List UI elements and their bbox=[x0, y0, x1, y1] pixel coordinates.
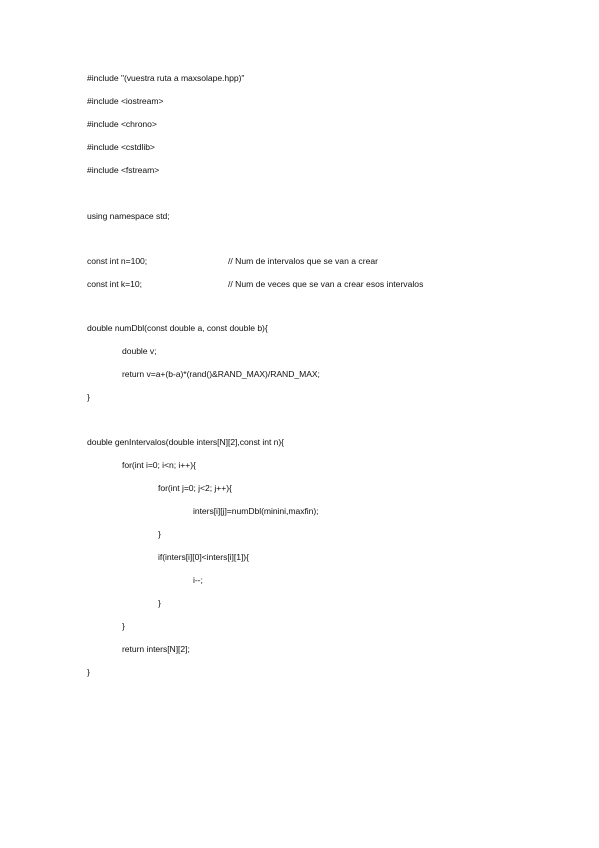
code-line-close-brace: } bbox=[158, 598, 161, 608]
code-line-for-j: for(int j=0; j<2; j++){ bbox=[158, 483, 232, 493]
code-line-close-brace: } bbox=[87, 392, 90, 402]
code-line-assign-inters: inters[i][j]=numDbl(minini,maxfin); bbox=[193, 506, 319, 516]
code-line-if-inters: if(inters[i][0]<inters[i][1]){ bbox=[158, 552, 249, 562]
code-line-numdbl-signature: double numDbl(const double a, const double b){ bbox=[87, 323, 268, 333]
code-line-for-i: for(int i=0; i<n; i++){ bbox=[122, 460, 196, 470]
code-line-close-brace: } bbox=[122, 621, 125, 631]
code-line-return-v: return v=a+(b-a)*(rand()&RAND_MAX)/RAND_MAX; bbox=[122, 369, 320, 379]
code-line-include-chrono: #include <chrono> bbox=[87, 119, 157, 129]
code-line-include-cstdlib: #include <cstdlib> bbox=[87, 142, 155, 152]
code-line-const-k: const int k=10; bbox=[87, 279, 142, 289]
code-comment-const-n: // Num de intervalos que se van a crear bbox=[228, 256, 378, 266]
code-line-decrement-i: i--; bbox=[193, 575, 203, 585]
code-line-genintervalos-signature: double genIntervalos(double inters[N][2],const int n){ bbox=[87, 437, 284, 447]
code-line-close-brace: } bbox=[87, 667, 90, 677]
code-line-using-namespace: using namespace std; bbox=[87, 211, 170, 221]
code-line-const-n: const int n=100; bbox=[87, 256, 148, 266]
code-line-include-maxsolape: #include "(vuestra ruta a maxsolape.hpp)" bbox=[87, 73, 245, 83]
code-line-include-fstream: #include <fstream> bbox=[87, 165, 160, 175]
code-line-include-iostream: #include <iostream> bbox=[87, 96, 164, 106]
code-comment-const-k: // Num de veces que se van a crear esos intervalos bbox=[228, 279, 424, 289]
code-line-close-brace: } bbox=[158, 529, 161, 539]
code-line-double-v: double v; bbox=[122, 346, 157, 356]
code-line-return-inters: return inters[N][2]; bbox=[122, 644, 190, 654]
